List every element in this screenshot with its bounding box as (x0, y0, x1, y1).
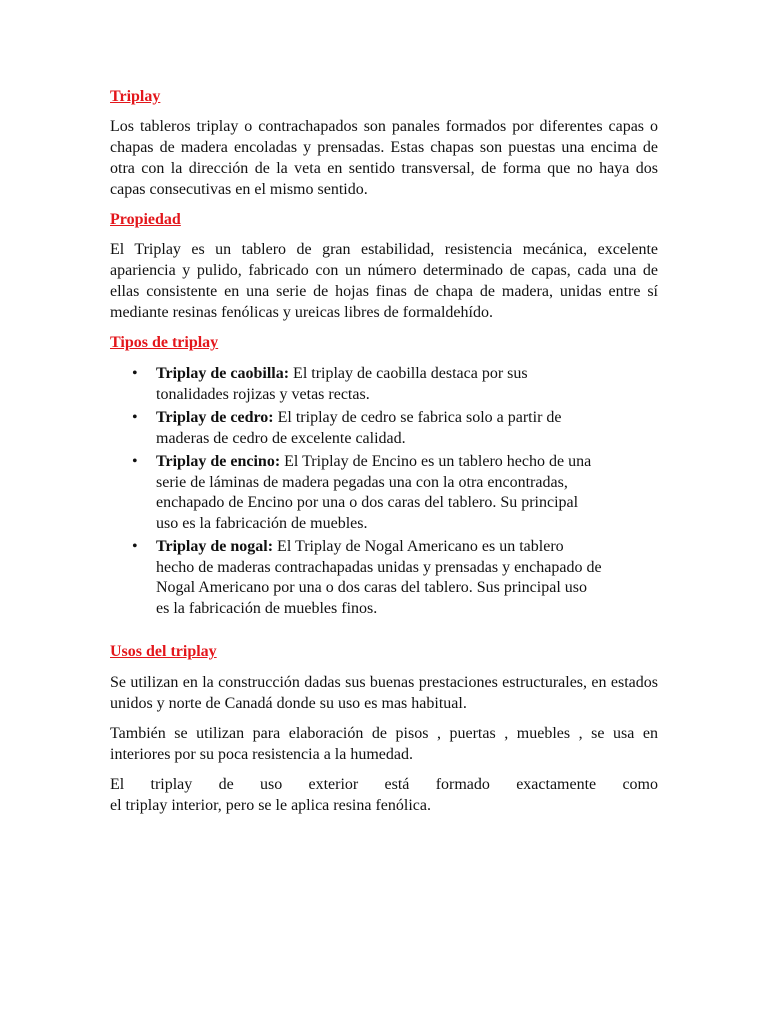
heading-propiedad: Propiedad (110, 211, 181, 228)
types-list (110, 364, 658, 619)
paragraph-usos-1: Se utilizan en la construcción dadas sus buenas prestaciones estructurales, en estados unidos y norte de Canadá donde su uso es mas habitual. (110, 674, 658, 712)
heading-usos: Usos del triplay (110, 643, 217, 660)
type-description: El triplay de cedro se fabrica solo a partir de maderas de cedro de excelente calidad. (156, 409, 562, 447)
heading-triplay: Triplay (110, 88, 161, 105)
document-page (110, 86, 658, 825)
type-description: El Triplay de Nogal Americano es un tablero hecho de maderas contrachapadas unidas y prensadas y enchapado de Nogal Americano por una o dos caras del tablero. Sus principal uso es la fabricación de muebles finos. (156, 538, 602, 617)
paragraph-propiedad: El Triplay es un tablero de gran estabilidad, resistencia mecánica, excelente apariencia y pulido, fabricado con un número determinado de capas, cada una de ellas consistente en una serie de hojas finas de chapa de madera, unidas entre sí mediante resinas fenólicas y ureicas libres de formaldehído. (110, 241, 658, 321)
heading-tipos: Tipos de triplay (110, 334, 219, 351)
paragraph-triplay: Los tableros triplay o contrachapados son panales formados por diferentes capas o chapas de madera encoladas y prensadas. Estas chapas son puestas una encima de otra con la dirección de la veta en sentido transversal, de forma que no haya dos capas consecutivas en el mismo sentido. (110, 118, 658, 198)
bullet-icon: • (132, 538, 138, 555)
type-description: El triplay de caobilla destaca por sus tonalidades rojizas y vetas rectas. (156, 365, 528, 403)
type-term: Triplay de encino: (156, 453, 281, 470)
type-term: Triplay de caobilla: (156, 365, 290, 382)
bullet-icon: • (132, 365, 138, 382)
list-item (110, 537, 658, 619)
list-item (110, 408, 658, 449)
paragraph-usos-3-line-2: el triplay interior, pero se le aplica resina fenólica. (110, 797, 431, 814)
bullet-icon: • (132, 453, 138, 470)
paragraph-usos-2: También se utilizan para elaboración de pisos , puertas , muebles , se usa en interiores por su poca resistencia a la humedad. (110, 725, 658, 763)
bullet-icon: • (132, 409, 138, 426)
type-description: El Triplay de Encino es un tablero hecho de una serie de láminas de madera pegadas una con la otra encontradas, enchapado de Encino por una o dos caras del tablero. Su principal uso es la fabricación de muebles. (156, 453, 592, 532)
paragraph-usos-3-line-1: El triplay de uso exterior está formado exactamente como (110, 776, 658, 793)
list-item (110, 364, 658, 405)
type-term: Triplay de cedro: (156, 409, 274, 426)
list-item (110, 452, 658, 534)
type-term: Triplay de nogal: (156, 538, 274, 555)
